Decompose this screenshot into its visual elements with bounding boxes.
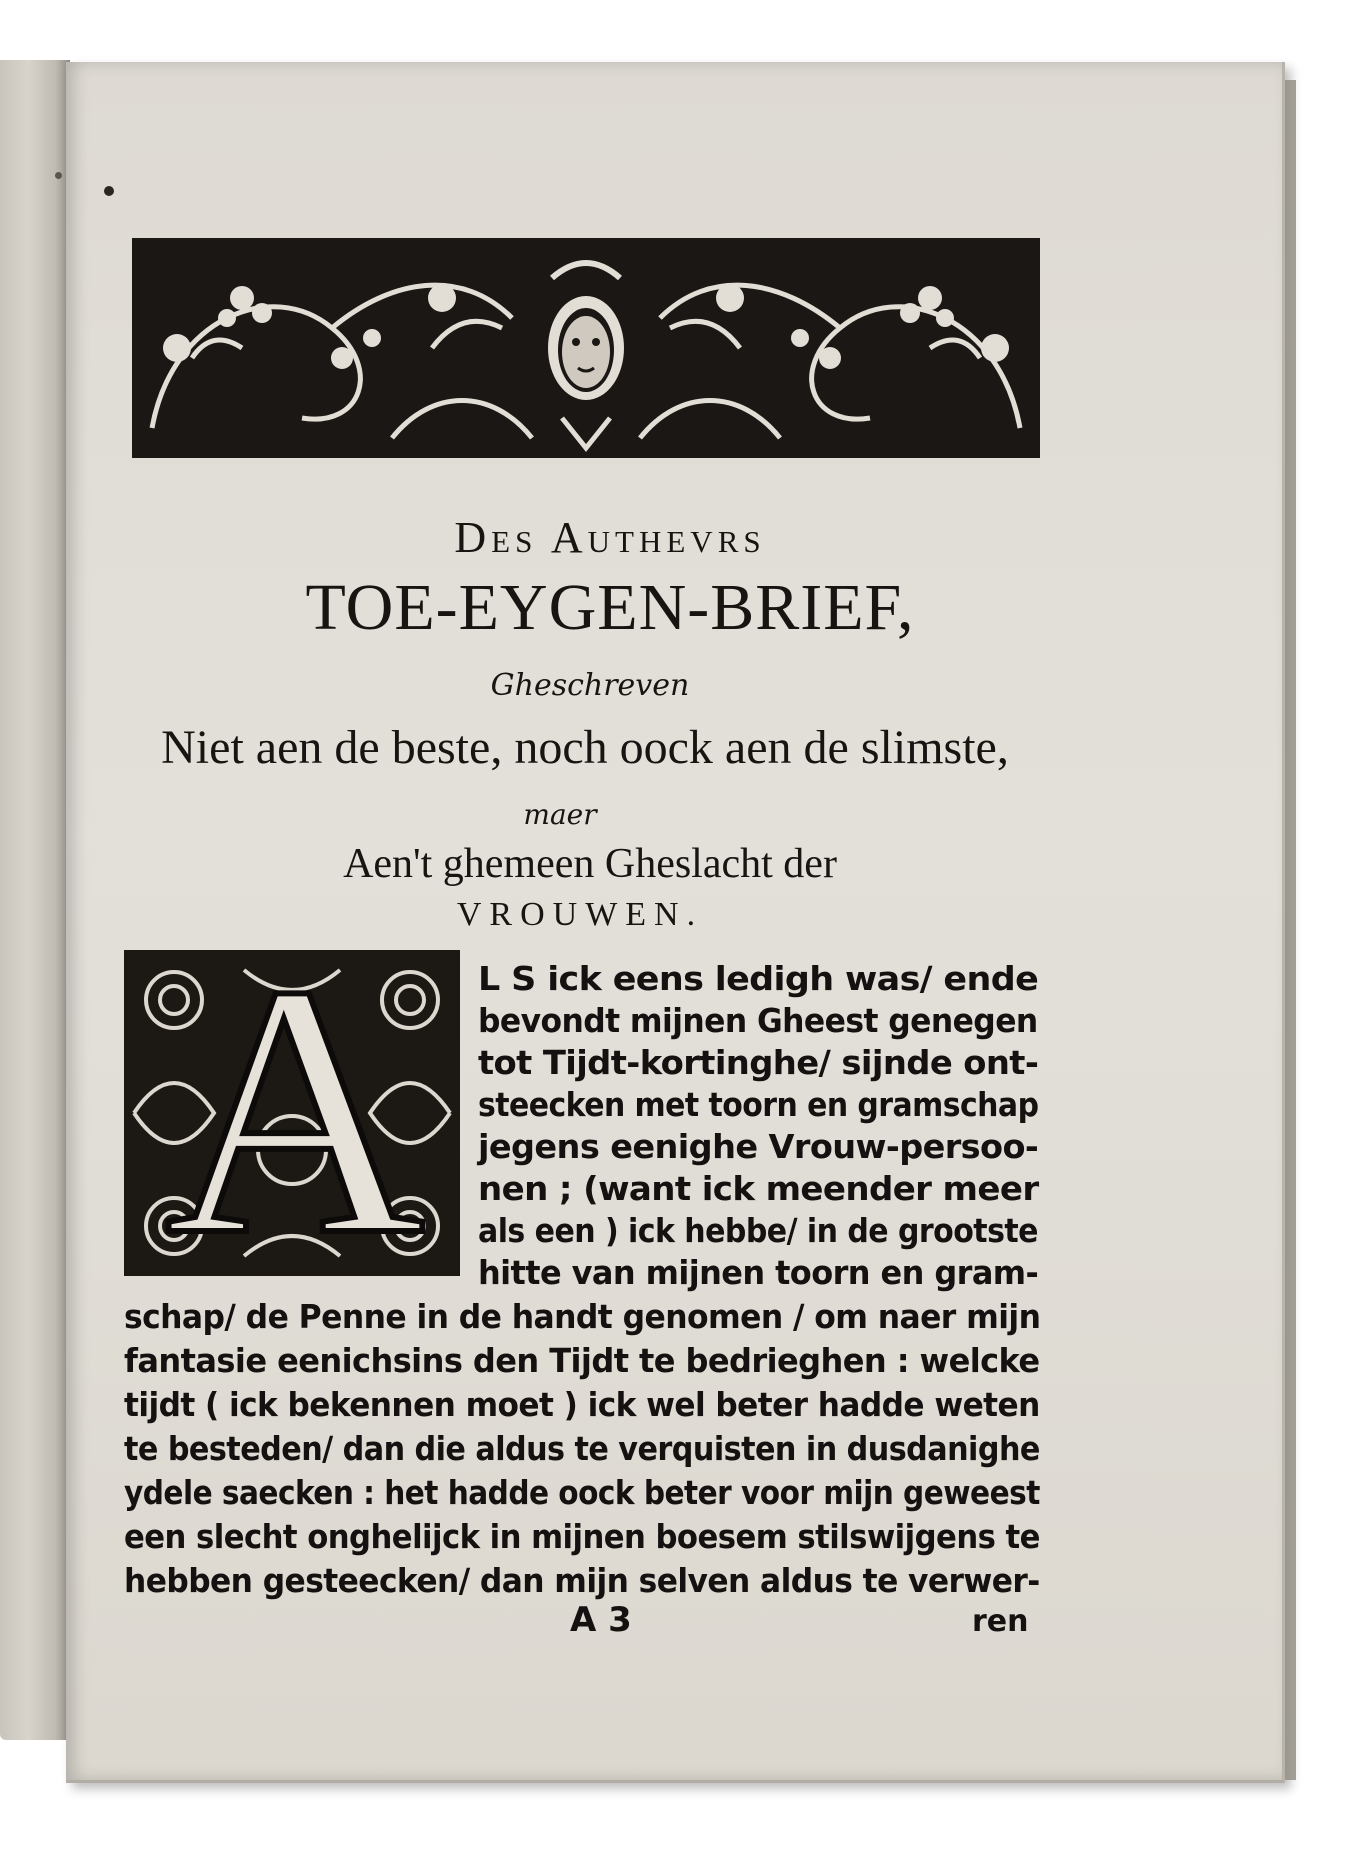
body-line: L S ick eens ledigh was/ ende [478, 959, 1039, 998]
body-line: nen ; (want ick meender meer [478, 1169, 1039, 1208]
pin-hole-icon [55, 172, 62, 179]
body-line: ydele saecken : het hadde oock beter voor mijn geweest [124, 1473, 1040, 1512]
heading-line-authors: Des Authevrs [454, 513, 766, 562]
heading-vrouwen: VROUWEN. [456, 896, 704, 933]
heading-title: TOE-EYGEN-BRIEF, [305, 571, 915, 644]
body-line: een slecht onghelijck in mijnen boesem stilswijgens te [124, 1517, 1040, 1556]
catchword: ren [972, 1604, 1029, 1639]
previous-page-bleed [14, 180, 44, 1680]
heading-line-niet: Niet aen de beste, noch oock aen de slimste, [161, 721, 1009, 774]
heading-maer: maer [523, 798, 597, 831]
ornamental-headpiece [132, 238, 1040, 458]
previous-page-edge [0, 60, 70, 1740]
body-line: hebben gesteecken/ dan mijn selven aldus te verwer- [124, 1561, 1040, 1600]
initial-letter: A [165, 910, 425, 1309]
body-line: bevondt mijnen Gheest genegen [478, 1001, 1038, 1040]
body-line: steecken met toorn en gramschap [478, 1085, 1039, 1124]
body-line: als een ) ick hebbe/ in de grootste [478, 1211, 1038, 1250]
body-line: fantasie eenichsins den Tijdt te bedrieghen : welcke [124, 1341, 1040, 1380]
body-line: schap/ de Penne in de handt genomen / om naer mijn [124, 1297, 1041, 1336]
body-line: tijdt ( ick bekennen moet ) ick wel beter hadde weten [124, 1385, 1040, 1424]
body-line: jegens eenighe Vrouw-persoo- [478, 1127, 1039, 1166]
headpiece-ornament-icon [132, 238, 1040, 458]
pin-hole-icon [104, 186, 114, 196]
body-line: hitte van mijnen toorn en gram- [478, 1253, 1039, 1292]
heading-gheschreven: Gheschreven [490, 668, 690, 703]
body-line: tot Tijdt-kortinghe/ sijnde ont- [478, 1043, 1039, 1082]
signature-mark: A 3 [570, 1600, 632, 1640]
heading-line-aen: Aen't ghemeen Gheslacht der [343, 841, 837, 887]
body-line: te besteden/ dan die aldus te verquisten in dusdanighe [124, 1429, 1040, 1468]
